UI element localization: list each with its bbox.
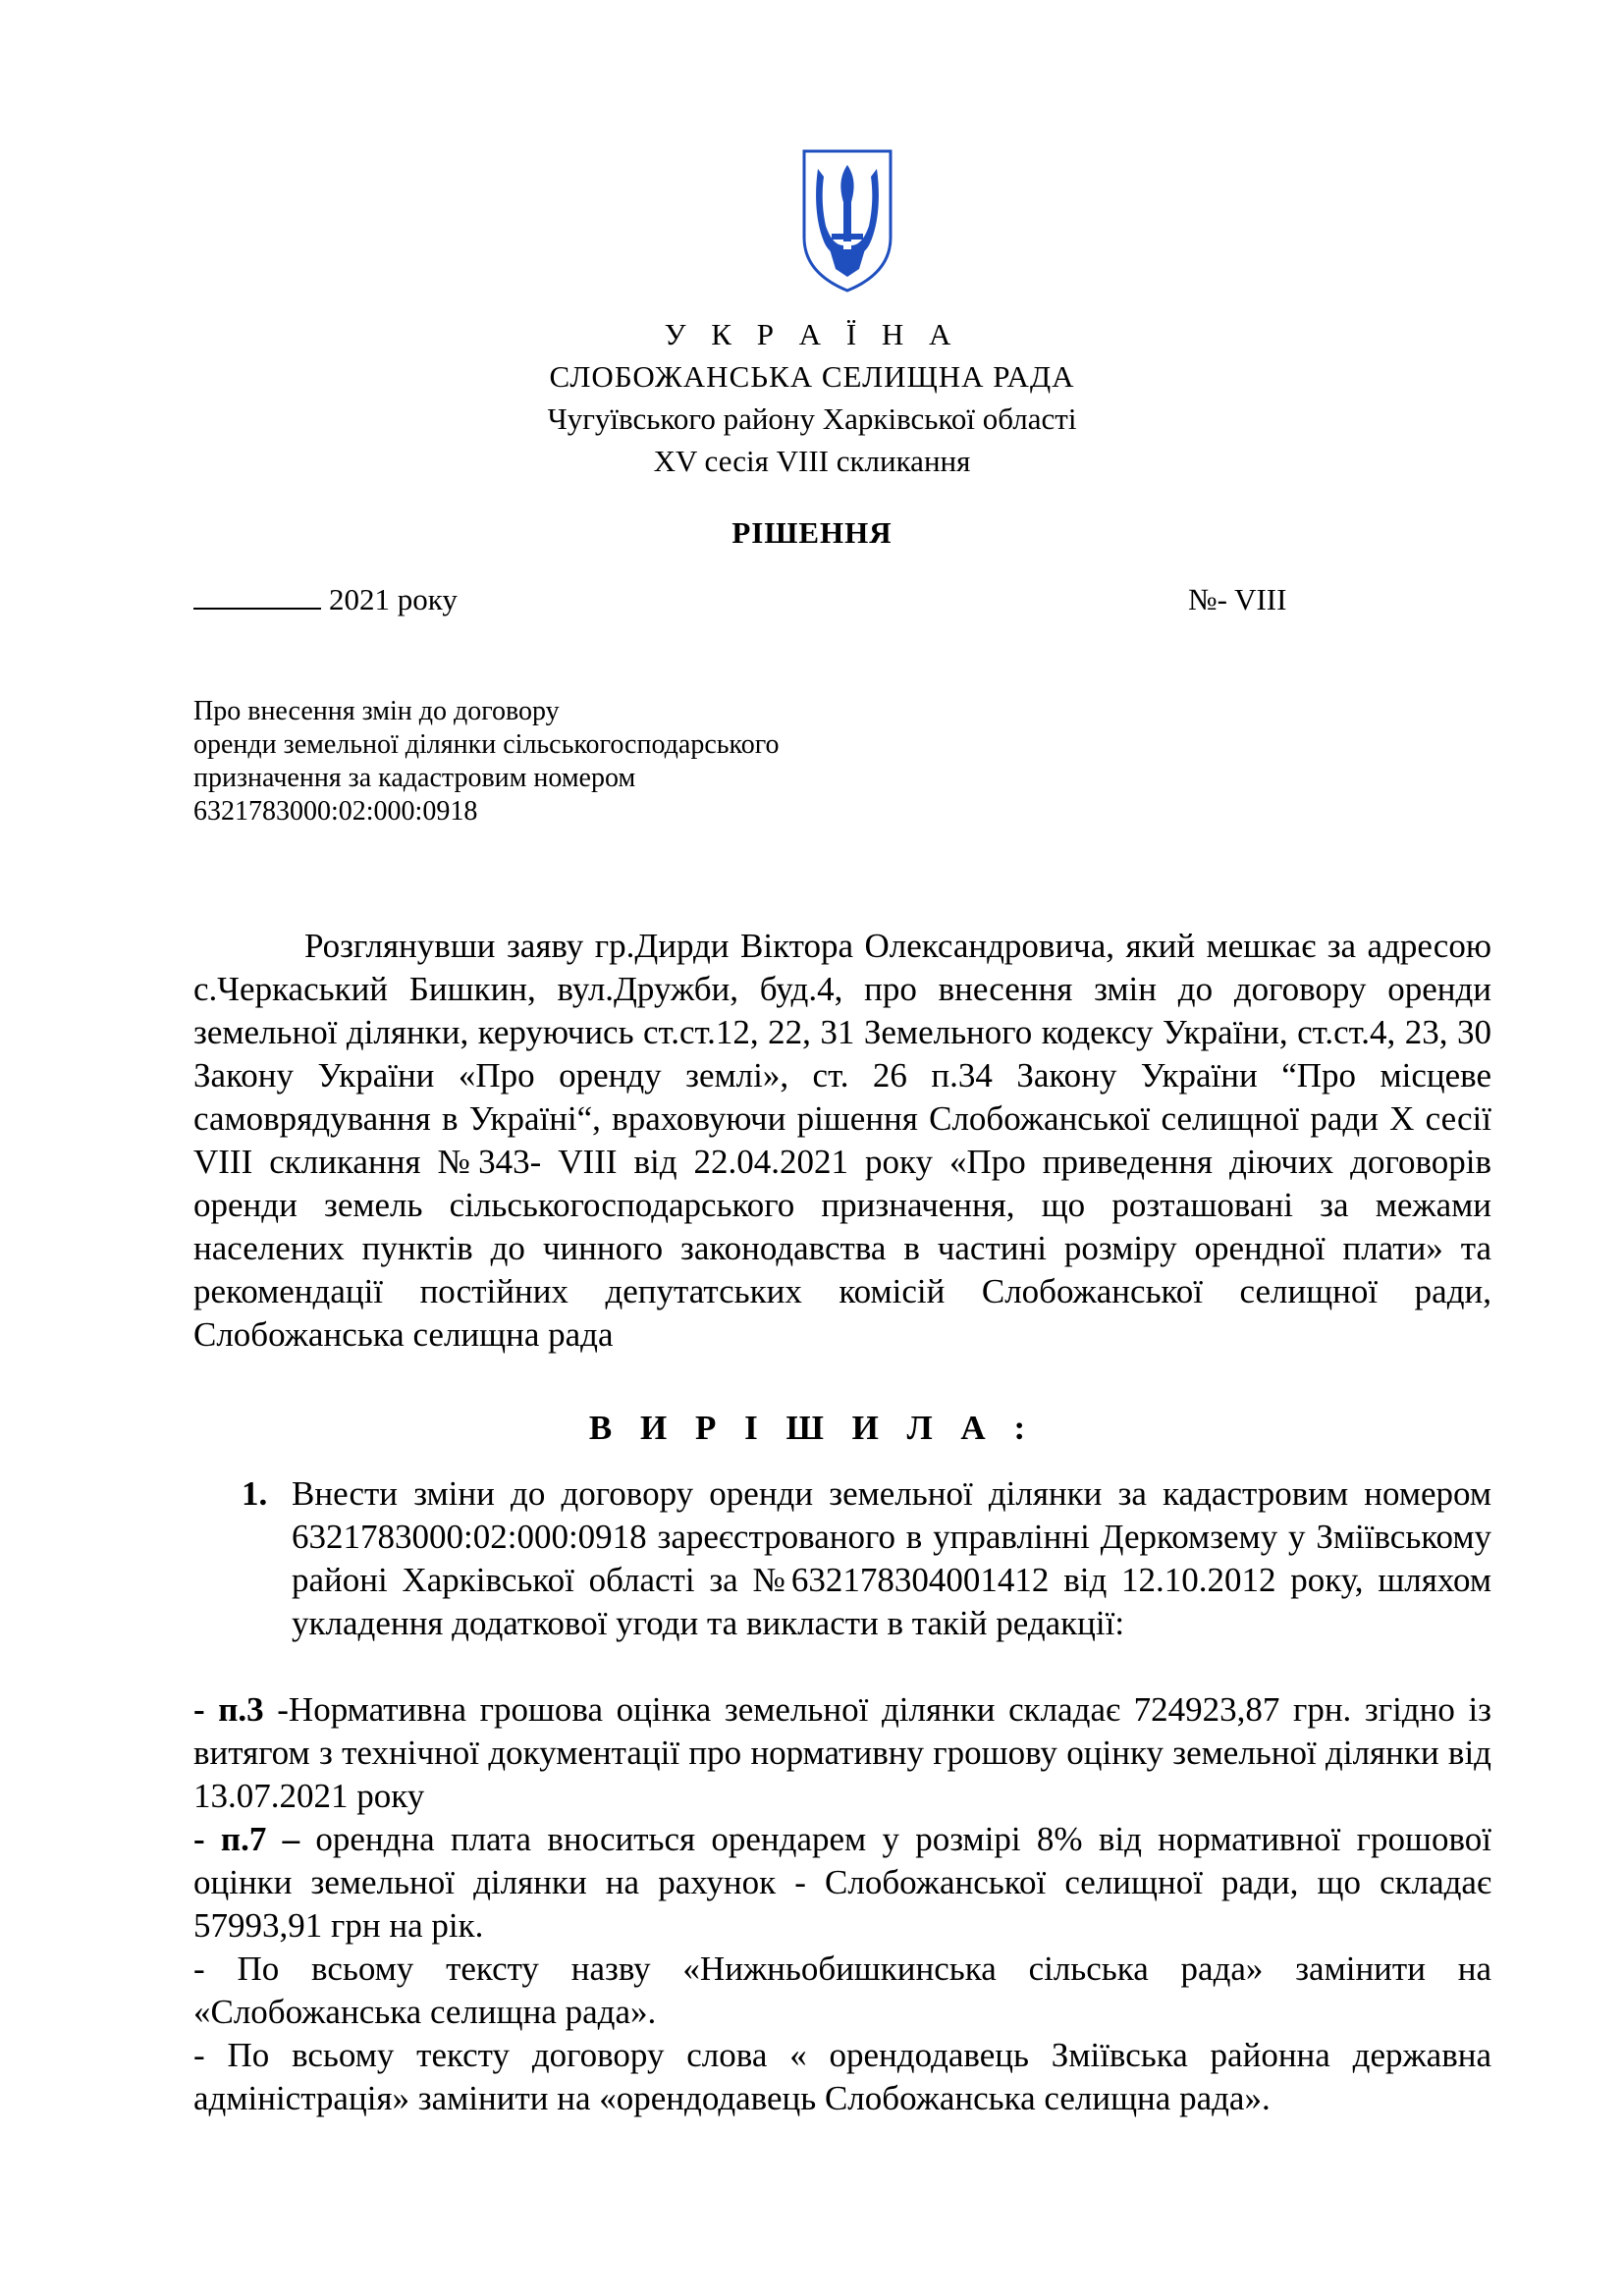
trident-coat-of-arms-icon — [800, 147, 894, 294]
intro-paragraph: Розглянувши заяву гр.Дирди Віктора Олександровича, який мешкає за адресою с.Черкаський Бишкин, вул.Дружби, буд.4, про внесення змін до договору оренди земельної ділянки, керуючись ст.ст.12, 22, 31 Земельного кодексу України, ст.ст.4, 23, 30 Закону України «Про оренду землі», ст. 26 п.34 Закону України “Про місцеве самоврядування в Україні“, враховуючи рішення Слобожанської селищної ради X сесії VIII скликання №343- VIII від 22.04.2021 року «Про приведення діючих договорів оренди земель сільськогосподарського призначення, що розташовані за межами населених пунктів до чинного законодавства в частині розміру орендної плати» та рекомендації постійних депутатських комісій Слобожанської селищної ради, Слобожанська селищна рада — [193, 927, 1491, 1354]
decision-item-1 — [242, 1472, 1491, 1645]
clause-label: - п.7 – — [193, 1820, 300, 1858]
date-blank-line — [193, 582, 321, 610]
decision-number: №- VIII — [1188, 582, 1287, 616]
council-heading: СЛОБОЖАНСЬКА СЕЛИЩНА РАДА — [549, 359, 1075, 394]
decision-date — [193, 582, 458, 617]
country-heading: У К Р А Ї Н А — [664, 317, 960, 351]
date-text: 2021 року — [329, 582, 458, 616]
resolve-heading: В И Р І Ш И Л А : — [588, 1409, 1036, 1447]
document-type-heading: РІШЕННЯ — [731, 515, 893, 550]
clause-3 — [193, 1688, 1491, 1818]
district-heading: Чугуївського району Харківської області — [547, 401, 1077, 436]
clause-7 — [193, 1818, 1491, 1948]
subject-line: Про внесення змін до договору — [193, 696, 560, 726]
rename-lessor-clause: - По всьому тексту договору слова « орендодавець Зміївська районна державна адміністрація» замінити на «орендодавець Слобожанська селищна рада». — [193, 2036, 1491, 2117]
subject-line: 6321783000:02:000:0918 — [193, 796, 478, 827]
item-number: 1. — [242, 1474, 268, 1513]
subject-line: оренди земельної ділянки сільськогосподарського — [193, 729, 780, 760]
clause-text: орендна плата вноситься орендарем у розмірі 8% від нормативної грошової оцінки земельної ділянки на рахунок - Слобожанської селищної ради, що складає 57993,91 грн на рік. — [193, 1820, 1491, 1945]
subject-line: призначення за кадастровим номером — [193, 763, 636, 793]
session-heading: XV сесія VIII скликання — [653, 444, 971, 478]
decision-subject — [193, 695, 881, 828]
rename-council-clause: - По всьому тексту назву «Нижньобишкинська сільська рада» замінити на «Слобожанська селищна рада». — [193, 1949, 1491, 2031]
item-text: Внести зміни до договору оренди земельної ділянки за кадастровим номером 6321783000:02:000:0918 зареєстрованого в управлінні Деркомзему у Зміївському районі Харківської області за №632178304001412 від 12.10.2012 року, шляхом укладення додаткової угоди та викласти в такій редакції: — [292, 1474, 1491, 1642]
clause-text: -Нормативна грошова оцінка земельної ділянки складає 724923,87 грн. згідно із витягом з технічної документації про нормативну грошову оцінку земельної ділянки від 13.07.2021 року — [193, 1690, 1491, 1815]
clause-label: - п.3 — [193, 1690, 264, 1729]
